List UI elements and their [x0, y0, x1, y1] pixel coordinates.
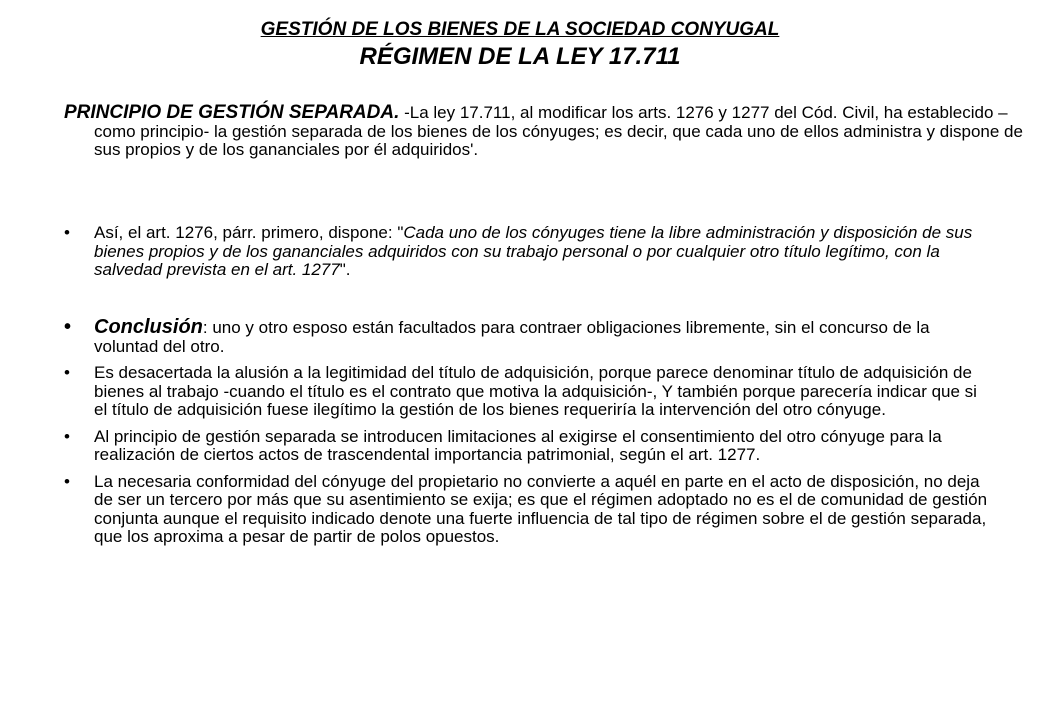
intro-text: -La ley 17.711, al modificar los arts. 1276 y 1277 del Cód. Civil, ha establecido – como principio- la gestión separada de los bienes de los cónyuges; es decir, que cada uno de ellos administra y dispone de sus propios y de los gananciales por él adquiridos'.: [94, 103, 1023, 159]
bullet-text: Al principio de gestión separada se introducen limitaciones al exigirse el consentimiento del otro cónyuge para la realización de ciertos actos de trascendental importancia patrimonial, según el art. 1277.: [94, 426, 942, 464]
bullet-dot-icon: •: [64, 316, 72, 338]
bullet-text: Es desacertada la alusión a la legitimidad del título de adquisición, porque parece denominar título de adquisición de bienes al trabajo -cuando el título es el contrato que motiva la adquisición-, Y también porque parecería indicar que si el título de adquisición fuese ilegítimo la gestión de los bienes requeriría la intervención del otro cónyuge.: [94, 363, 977, 419]
list-item: [64, 318, 994, 356]
bullet-quote-close: ".: [339, 260, 351, 279]
bullet-list-b: [64, 318, 994, 555]
list-item: [64, 224, 994, 280]
conclusion-label: Conclusión: [94, 316, 203, 338]
bullet-text: Así, el art. 1276, párr. primero, dispone: ": [94, 223, 404, 242]
bullet-list-a: [64, 224, 994, 280]
list-item: [64, 364, 994, 420]
bullet-dot-icon: •: [64, 363, 70, 382]
title-subtitle: RÉGIMEN DE LA LEY 17.711: [359, 43, 681, 70]
list-item: [64, 428, 994, 465]
bullet-text: : uno y otro esposo están facultados para contraer obligaciones libremente, sin el concurso de la voluntad del otro.: [94, 318, 930, 356]
intro-paragraph: [64, 104, 1024, 160]
title-block: [60, 18, 980, 72]
bullet-quote: Cada uno de los cónyuges tiene la libre administración y disposición de sus bienes propios y de los gananciales adquiridos con su trabajo personal o por cualquier otro título legítimo, con la salvedad prevista en el art. 1277: [94, 223, 973, 279]
bullet-text: La necesaria conformidad del cónyuge del propietario no convierte a aquél en parte en el acto de disposición, no deja de ser un tercero por más que su asentimiento se exija; es que el régimen adoptado no es el de comunidad de gestión conjunta aunque el requisito indicado denote una fuerte influencia de tal tipo de régimen sobre el de gestión separada, que los aproxima a pesar de partir de polos opuestos.: [94, 471, 988, 546]
list-item: [64, 473, 994, 547]
bullet-dot-icon: •: [64, 223, 70, 242]
title-main: GESTIÓN DE LOS BIENES DE LA SOCIEDAD CONYUGAL: [260, 19, 780, 40]
bullet-dot-icon: •: [64, 426, 70, 446]
bullet-dot-icon: •: [64, 471, 70, 491]
intro-lead: PRINCIPIO DE GESTIÓN SEPARADA.: [64, 102, 400, 123]
